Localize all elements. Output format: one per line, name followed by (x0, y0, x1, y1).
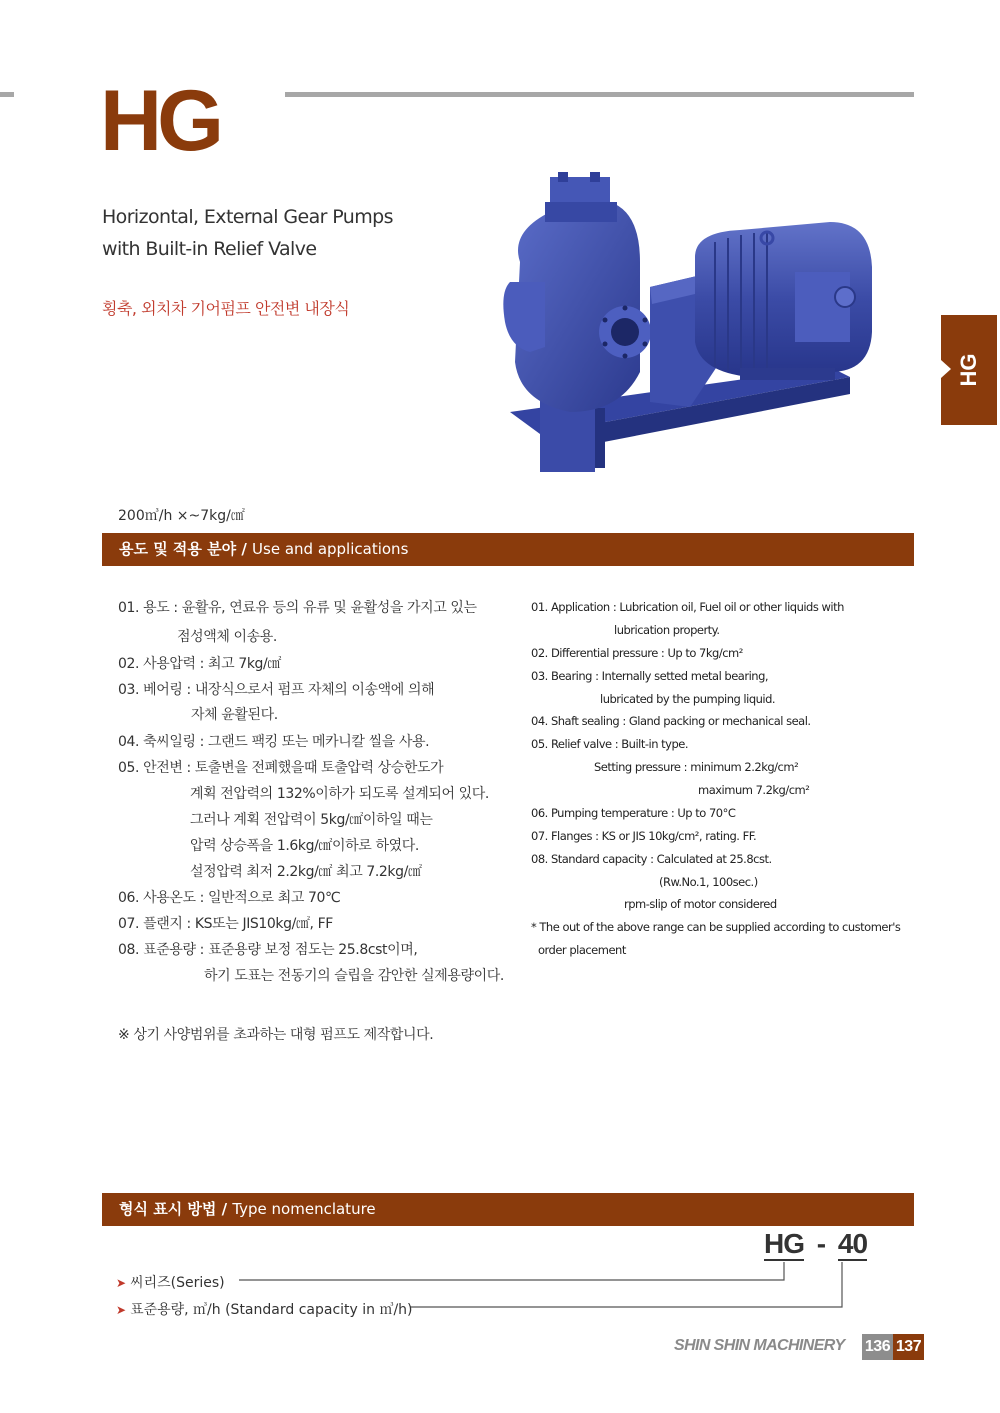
en-item: 01. Application : Lubrication oil, Fuel oil or other liquids with (531, 600, 844, 614)
ko-item: 06. 사용온도 : 일반적으로 최고 70℃ (118, 890, 341, 906)
subtitle-korean: 횡축, 외치차 기어펌프 안전변 내장식 (102, 299, 350, 318)
footer-company: SHIN SHIN MACHINERY (674, 1337, 845, 1354)
ko-item: 02. 사용압력 : 최고 7kg/㎠ (118, 656, 281, 672)
page-number-left: 136 (862, 1334, 893, 1360)
ko-item: 03. 베어링 : 내장식으로서 펌프 자체의 이송액에 의해 (118, 682, 435, 698)
subtitle-line-1: Horizontal, External Gear Pumps (102, 206, 393, 228)
ko-item: 04. 축씨일링 : 그랜드 팩킹 또는 메카니칼 씰을 사용. (118, 734, 430, 750)
en-item: rpm-slip of motor considered (624, 897, 777, 911)
ko-item: 07. 플랜지 : KS또는 JIS10kg/㎠, FF (118, 916, 333, 932)
en-item: lubrication property. (614, 623, 720, 637)
subtitle-line-2: with Built-in Relief Valve (102, 238, 317, 260)
en-item: 07. Flanges : KS or JIS 10kg/cm², rating. FF. (531, 829, 757, 843)
page-number-right: 137 (893, 1334, 924, 1360)
en-item: * The out of the above range can be supplied according to customer's (531, 920, 901, 934)
ko-item: 설정압력 최저 2.2kg/㎠ 최고 7.2kg/㎠ (190, 864, 422, 880)
en-item: 06. Pumping temperature : Up to 70°C (531, 806, 736, 820)
ko-item: 08. 표준용량 : 표준용량 보정 점도는 25.8cst이며, (118, 942, 418, 958)
en-item: maximum 7.2kg/cm² (698, 783, 810, 797)
en-item: order placement (538, 943, 626, 957)
section-use-title-en: Use and applications (252, 540, 409, 558)
ko-item: 압력 상승폭을 1.6kg/㎠이하로 하였다. (190, 838, 419, 854)
en-item: (Rw.No.1, 100sec.) (659, 875, 758, 889)
ko-item: 점성액체 이송용. (177, 629, 277, 645)
section-type-title-ko: 형식 표시 방법 (119, 1200, 217, 1218)
capacity-code: 40 (837, 1228, 868, 1259)
ko-item: 그러나 계획 전압력이 5kg/㎠이하일 때는 (190, 812, 433, 828)
en-item: Setting pressure : minimum 2.2kg/cm² (594, 760, 799, 774)
en-item: 08. Standard capacity : Calculated at 25.8cst. (531, 852, 772, 866)
ko-item: 계획 전압력의 132%이하가 되도록 설계되어 있다. (190, 786, 489, 802)
capacity-label: 표준용량, ㎥/h (Standard capacity in ㎥/h) (130, 1302, 413, 1318)
ko-item: 자체 윤활된다. (191, 707, 278, 723)
ko-item: 하기 도표는 전동기의 슬립을 감안한 실제용량이다. (204, 968, 504, 984)
section-type-title-sep: / (216, 1200, 233, 1218)
ko-item: 01. 용도 : 윤활유, 연료유 등의 유류 및 윤활성을 가지고 있는 (118, 600, 477, 616)
oversize-note: ※ 상기 사양범위를 초과하는 대형 펌프도 제작합니다. (118, 1027, 434, 1043)
code-dash: - (816, 1228, 826, 1259)
side-tab-label: HG (956, 353, 981, 387)
brand-title: HG (100, 73, 219, 169)
nomenclature-series (116, 1272, 225, 1292)
series-label: 씨리즈(Series) (130, 1275, 225, 1291)
series-code: HG (764, 1228, 804, 1259)
section-use-title-ko: 용도 및 적용 분야 (119, 540, 237, 558)
section-type-title-en: Type nomenclature (232, 1200, 376, 1218)
en-item: lubricated by the pumping liquid. (600, 692, 776, 706)
arrow-icon: ➤ (116, 1276, 127, 1290)
capacity-range: 200㎥/h ×~7kg/㎠ (118, 508, 245, 524)
section-use-title-sep: / (236, 540, 253, 558)
arrow-icon: ➤ (116, 1303, 127, 1317)
en-item: 05. Relief valve : Built-in type. (531, 737, 688, 751)
ko-item: 05. 안전변 : 토출변을 전폐했을때 토출압력 상승한도가 (118, 760, 444, 776)
nomenclature-capacity (116, 1299, 413, 1319)
en-item: 02. Differential pressure : Up to 7kg/cm² (531, 646, 743, 660)
en-item: 04. Shaft sealing : Gland packing or mechanical seal. (531, 714, 811, 728)
en-item: 03. Bearing : Internally setted metal bearing, (531, 669, 769, 683)
